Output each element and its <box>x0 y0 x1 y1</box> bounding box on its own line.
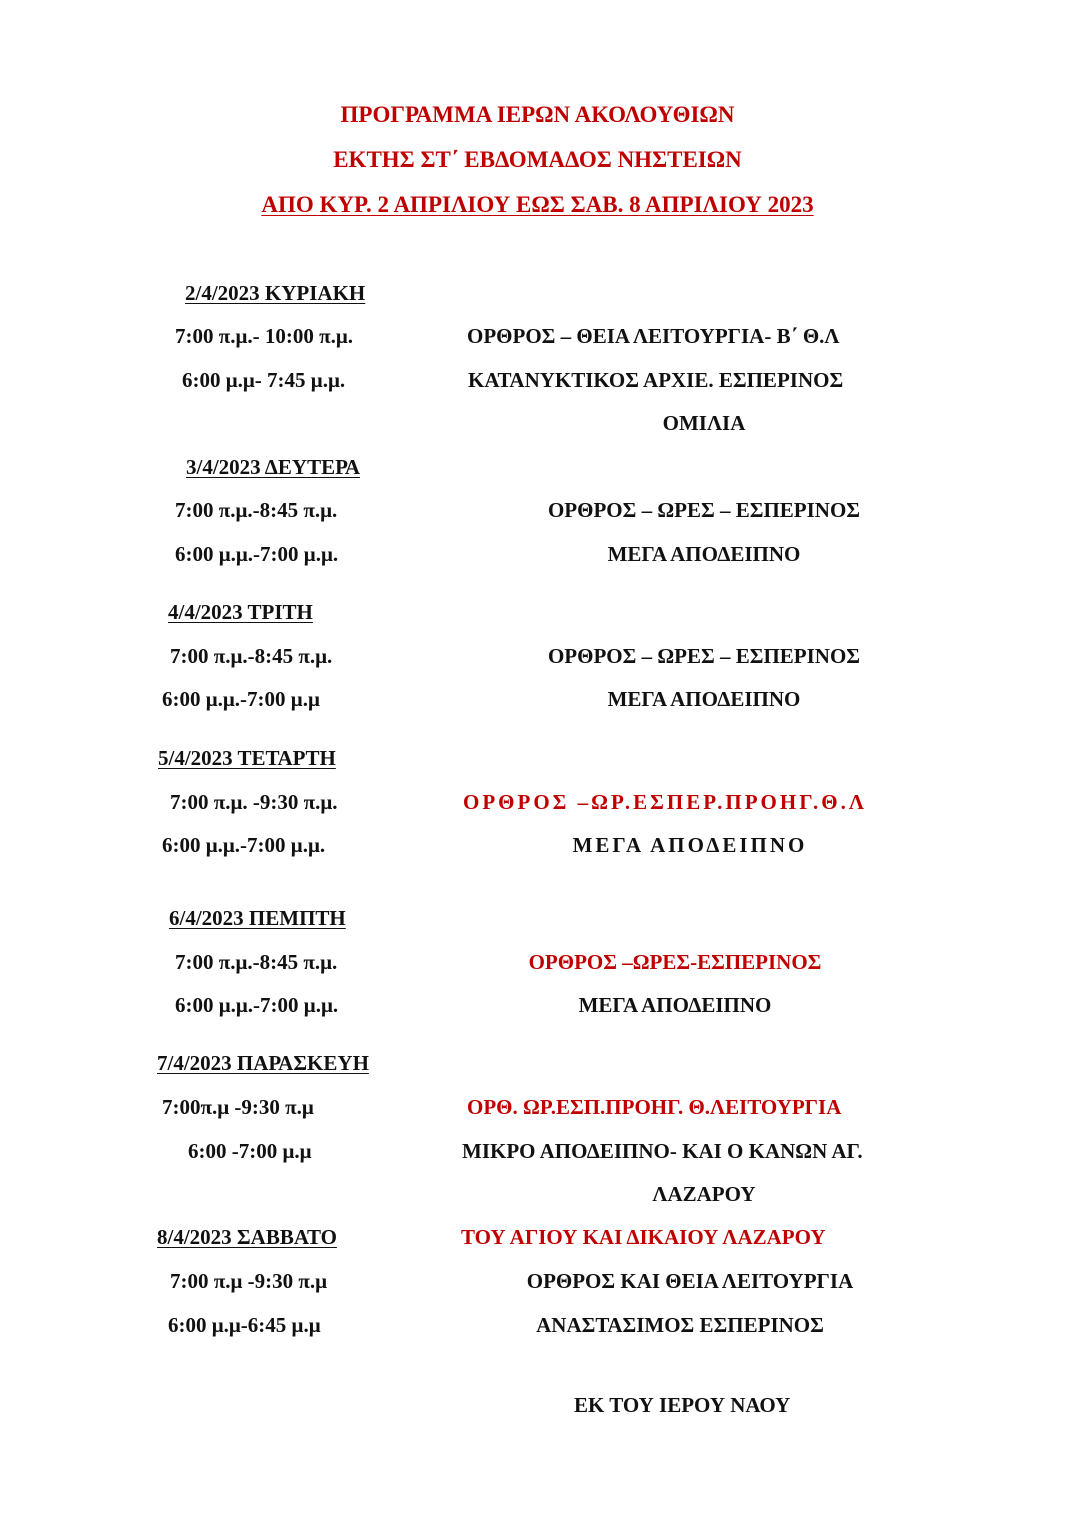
service-activity: ΟΡΘΡΟΣ – ΩΡΕΣ – ΕΣΠΕΡΙΝΟΣ <box>547 644 861 668</box>
day-heading: 4/4/2023 ΤΡΙΤΗ <box>168 600 313 624</box>
signature: ΕΚ ΤΟΥ ΙΕΡΟΥ ΝΑΟΥ <box>574 1393 791 1417</box>
service-activity: ΟΡΘΡΟΣ ΚΑΙ ΘΕΙΑ ΛΕΙΤΟΥΡΓΙΑ <box>526 1269 854 1293</box>
service-time: 7:00 π.μ.-8:45 π.μ. <box>170 644 333 668</box>
service-time: 7:00 π.μ.- 10:00 π.μ. <box>175 324 354 348</box>
service-time: 6:00 μ.μ.-7:00 μ.μ. <box>175 542 339 566</box>
service-time: 6:00 -7:00 μ.μ <box>188 1139 312 1163</box>
service-time: 7:00 π.μ.-8:45 π.μ. <box>175 498 338 522</box>
document-subtitle: ΕΚΤΗΣ ΣΤ΄ ΕΒΔΟΜΑΔΟΣ ΝΗΣΤΕΙΩΝ <box>333 147 742 172</box>
service-time: 6:00 μ.μ-6:45 μ.μ <box>168 1313 321 1337</box>
service-activity: ΚΑΤΑΝΥΚΤΙΚΟΣ ΑΡΧΙΕ. ΕΣΠΕΡΙΝΟΣ <box>468 368 844 392</box>
day-heading: 3/4/2023 ΔΕΥΤΕΡΑ <box>186 455 361 479</box>
service-activity: ΜΕΓΑ ΑΠΟΔΕΙΠΝΟ <box>578 993 772 1017</box>
service-time: 6:00 μ.μ- 7:45 μ.μ. <box>182 368 346 392</box>
service-activity-continued: ΟΜΙΛΙΑ <box>662 411 746 435</box>
day-heading: 8/4/2023 ΣΑΒΒΑΤΟ <box>157 1225 337 1249</box>
service-time: 6:00 μ.μ.-7:00 μ.μ <box>162 687 320 711</box>
service-time: 6:00 μ.μ.-7:00 μ.μ. <box>175 993 339 1017</box>
service-activity: ΜΕΓΑ ΑΠΟΔΕΙΠΝΟ <box>607 542 801 566</box>
feast-note: ΤΟΥ ΑΓΙΟΥ ΚΑΙ ΔΙΚΑΙΟΥ ΛΑΖΑΡΟΥ <box>461 1225 826 1249</box>
service-time: 7:00 π.μ -9:30 π.μ <box>170 1269 328 1293</box>
day-heading: 7/4/2023 ΠΑΡΑΣΚΕΥΗ <box>157 1051 369 1075</box>
service-activity: ΟΡΘΡΟΣ –ΩΡΕΣ-ΕΣΠΕΡΙΝΟΣ <box>528 950 822 974</box>
document-title: ΠΡΟΓΡΑΜΜΑ ΙΕΡΩΝ ΑΚΟΛΟΥΘΙΩΝ <box>340 102 735 127</box>
service-activity: ΑΝΑΣΤΑΣΙΜΟΣ ΕΣΠΕΡΙΝΟΣ <box>536 1313 824 1337</box>
service-activity: ΟΡΘΡΟΣ –ΩΡ.ΕΣΠΕΡ.ΠΡΟΗΓ.Θ.Λ <box>463 790 867 814</box>
day-heading: 2/4/2023 ΚΥΡΙΑΚΗ <box>185 281 366 305</box>
service-time: 6:00 μ.μ.-7:00 μ.μ. <box>162 833 326 857</box>
service-activity-continued: ΛΑΖΑΡΟΥ <box>652 1182 756 1206</box>
service-activity: ΟΡΘ. ΩΡ.ΕΣΠ.ΠΡΟΗΓ. Θ.ΛΕΙΤΟΥΡΓΙΑ <box>467 1095 842 1119</box>
day-heading <box>157 905 346 931</box>
service-time: 7:00 π.μ. -9:30 π.μ. <box>170 790 338 814</box>
service-activity: ΜΕΓΑ ΑΠΟΔΕΙΠΝΟ <box>607 687 801 711</box>
date-range <box>0 190 1075 220</box>
date-range-text: ΑΠΟ ΚΥΡ. 2 ΑΠΡΙΛΙΟΥ ΕΩΣ ΣΑΒ. 8 ΑΠΡΙΛΙΟΥ 2023 <box>261 192 814 217</box>
day-heading: 5/4/2023 ΤΕΤΑΡΤΗ <box>158 746 336 770</box>
service-time: 7:00π.μ -9:30 π.μ <box>162 1095 314 1119</box>
service-activity: ΜΕΓΑ ΑΠΟΔΕΙΠΝΟ <box>572 833 808 857</box>
service-activity: ΟΡΘΡΟΣ – ΘΕΙΑ ΛΕΙΤΟΥΡΓΙΑ- Β΄ Θ.Λ <box>467 324 840 348</box>
service-time: 7:00 π.μ.-8:45 π.μ. <box>175 950 338 974</box>
service-activity: ΟΡΘΡΟΣ – ΩΡΕΣ – ΕΣΠΕΡΙΝΟΣ <box>547 498 861 522</box>
service-activity: ΜΙΚΡΟ ΑΠΟΔΕΙΠΝΟ- ΚΑΙ Ο ΚΑΝΩΝ ΑΓ. <box>462 1139 863 1163</box>
day-heading-text: 6/4/2023 ΠΕΜΠΤΗ <box>169 906 346 930</box>
